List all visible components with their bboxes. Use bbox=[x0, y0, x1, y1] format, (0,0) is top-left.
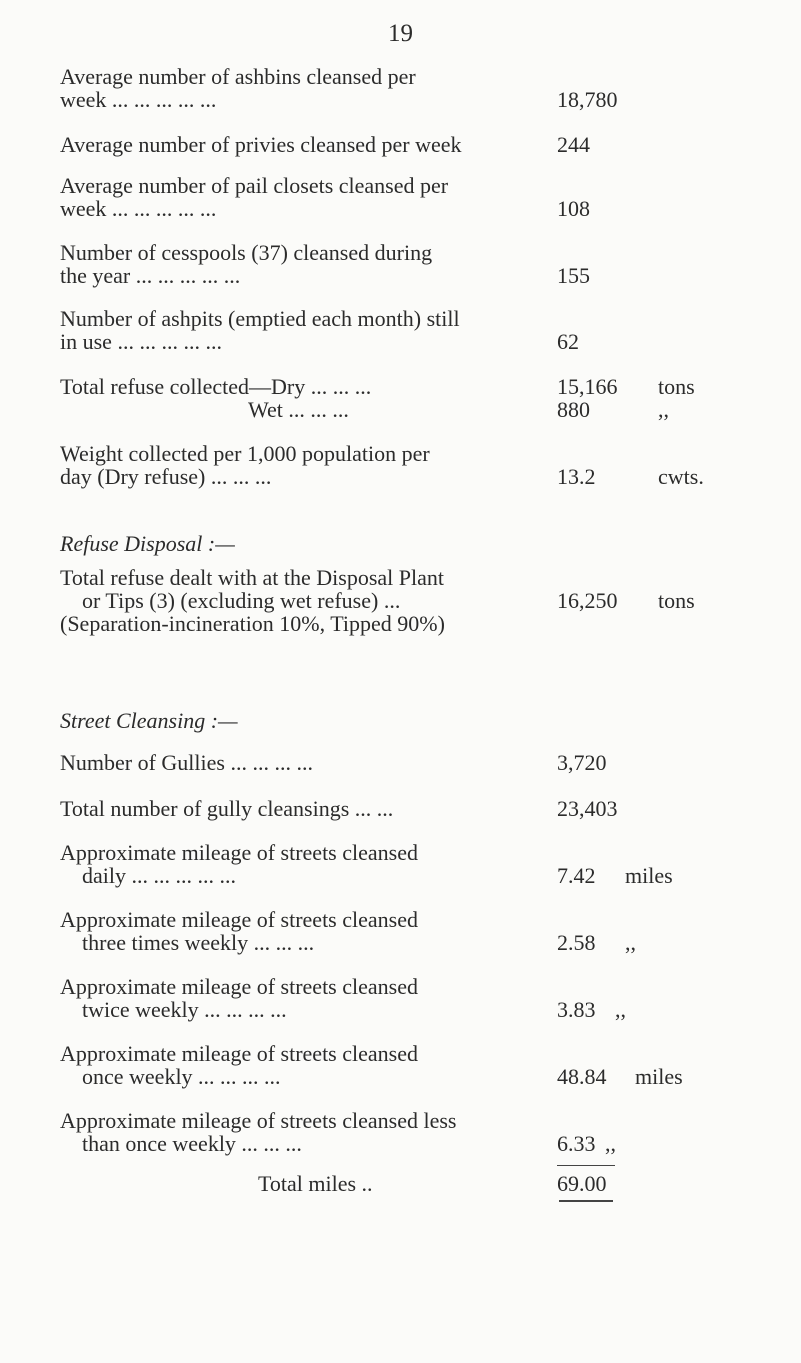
total-value: 69.00 bbox=[557, 1171, 607, 1196]
row-label: Approximate mileage of streets cleansed bbox=[60, 907, 418, 932]
row-value: 6.33 bbox=[557, 1131, 596, 1156]
row-label: Wet ... ... ... bbox=[248, 397, 349, 422]
row-value: 3.83 bbox=[557, 997, 596, 1022]
row-unit: tons bbox=[658, 374, 695, 399]
row-value: 18,780 bbox=[557, 87, 618, 112]
row-value: 7.42 bbox=[557, 863, 596, 888]
row-label: Total refuse collected—Dry ... ... ... bbox=[60, 374, 372, 399]
sum-rule-bottom bbox=[559, 1200, 613, 1202]
row-value: 880 bbox=[557, 397, 590, 422]
section-heading-refuse-disposal: Refuse Disposal :— bbox=[60, 531, 235, 556]
row-label: Average number of privies cleansed per week bbox=[60, 132, 462, 157]
row-label-cont: week ... ... ... ... ... bbox=[60, 196, 217, 221]
row-value: 244 bbox=[557, 132, 590, 157]
row-label-cont: the year ... ... ... ... ... bbox=[60, 263, 241, 288]
row-label: Number of cesspools (37) cleansed during bbox=[60, 240, 433, 265]
row-label: Approximate mileage of streets cleansed bbox=[60, 974, 418, 999]
row-label-cont: in use ... ... ... ... ... bbox=[60, 329, 222, 354]
row-label-cont: once weekly ... ... ... ... bbox=[82, 1064, 281, 1089]
row-label: Average number of ashbins cleansed per bbox=[60, 64, 416, 89]
row-value: 62 bbox=[557, 329, 579, 354]
row-label: Total number of gully cleansings ... ... bbox=[60, 796, 394, 821]
row-label: Number of ashpits (emptied each month) still bbox=[60, 306, 460, 331]
row-unit: cwts. bbox=[658, 464, 704, 489]
row-label-cont: week ... ... ... ... ... bbox=[60, 87, 217, 112]
row-unit: miles bbox=[635, 1064, 683, 1089]
row-label: Total refuse dealt with at the Disposal Plant bbox=[60, 565, 444, 590]
row-label-cont: or Tips (3) (excluding wet refuse) ... bbox=[82, 588, 401, 613]
row-label: Approximate mileage of streets cleansed bbox=[60, 1041, 418, 1066]
row-value: 48.84 bbox=[557, 1064, 607, 1089]
total-label: Total miles .. bbox=[258, 1171, 373, 1196]
row-value: 3,720 bbox=[557, 750, 607, 775]
section-heading-street-cleansing: Street Cleansing :— bbox=[60, 708, 238, 733]
row-label: Weight collected per 1,000 population per bbox=[60, 441, 430, 466]
row-label-cont: three times weekly ... ... ... bbox=[82, 930, 315, 955]
page-number: 19 bbox=[388, 20, 413, 47]
row-value: 2.58 bbox=[557, 930, 596, 955]
row-label-note: (Separation-incineration 10%, Tipped 90%) bbox=[60, 611, 445, 636]
row-label: Number of Gullies ... ... ... ... bbox=[60, 750, 313, 775]
row-unit: ,, bbox=[605, 1131, 616, 1156]
row-label-cont: daily ... ... ... ... ... bbox=[82, 863, 236, 888]
row-value: 15,166 bbox=[557, 374, 618, 399]
row-value: 155 bbox=[557, 263, 590, 288]
row-value: 16,250 bbox=[557, 588, 618, 613]
row-value: 13.2 bbox=[557, 464, 596, 489]
row-label-cont: day (Dry refuse) ... ... ... bbox=[60, 464, 272, 489]
row-label: Approximate mileage of streets cleansed bbox=[60, 840, 418, 865]
row-unit: miles bbox=[625, 863, 673, 888]
row-unit: ,, bbox=[615, 997, 626, 1022]
row-value: 23,403 bbox=[557, 796, 618, 821]
row-label-cont: twice weekly ... ... ... ... bbox=[82, 997, 287, 1022]
row-label-cont: than once weekly ... ... ... bbox=[82, 1131, 302, 1156]
row-value: 108 bbox=[557, 196, 590, 221]
row-unit: ,, bbox=[625, 930, 636, 955]
row-label: Average number of pail closets cleansed per bbox=[60, 173, 449, 198]
sum-rule-top bbox=[557, 1165, 615, 1166]
row-unit: tons bbox=[658, 588, 695, 613]
row-label: Approximate mileage of streets cleansed less bbox=[60, 1108, 457, 1133]
row-unit: ,, bbox=[658, 397, 669, 422]
